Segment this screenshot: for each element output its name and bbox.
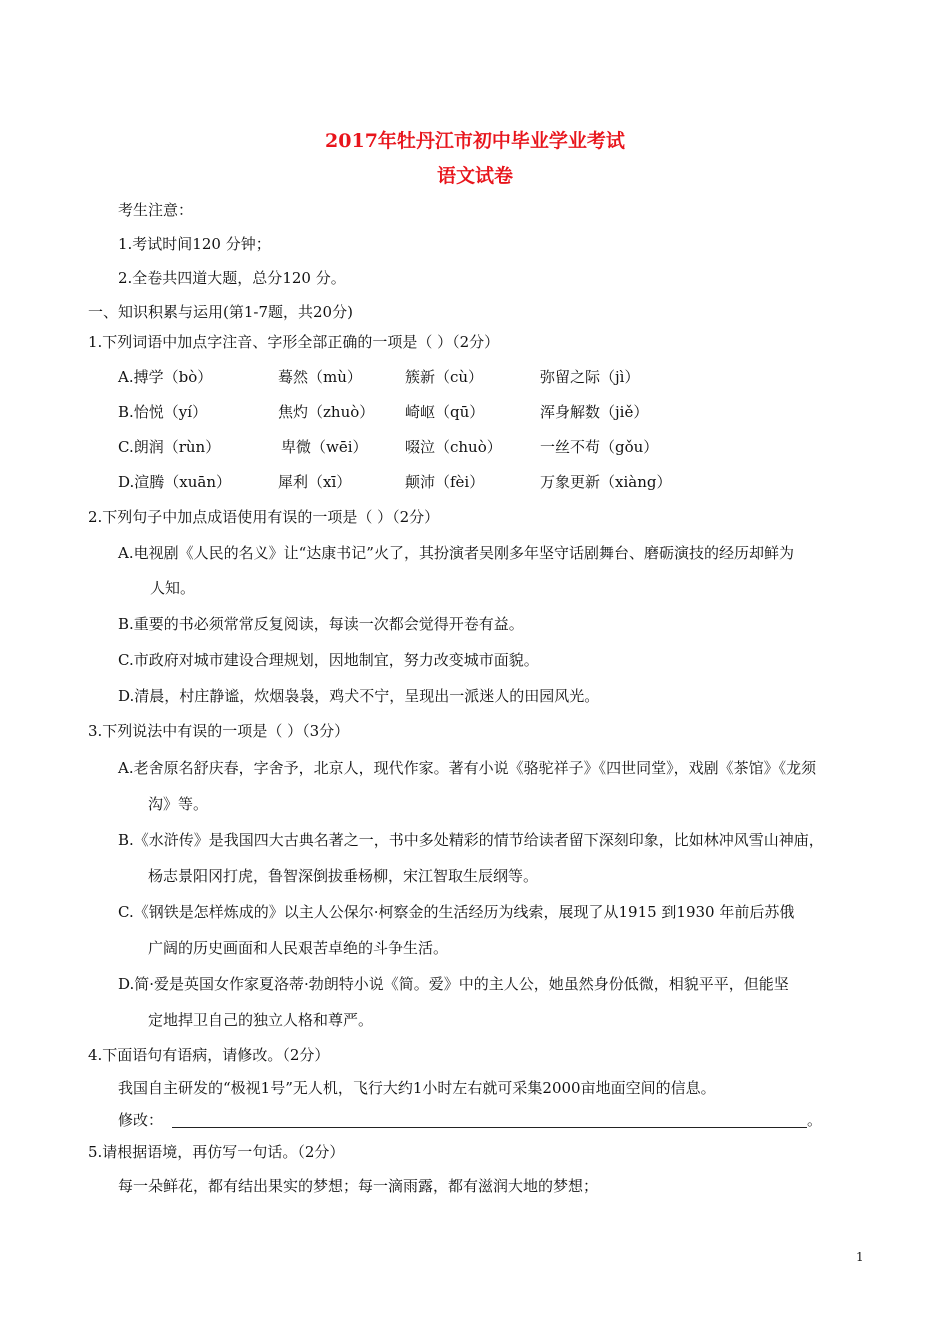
q4-answer-line[interactable] [172,1127,807,1128]
q4-answer-end: 。 [807,1111,823,1129]
section-heading: 一、知识积累与运用(第1-7题，共20分) [88,303,353,321]
q1-option-c-1: C.朗润（rùn） [118,438,221,456]
q1-option-b-2: 焦灼（zhuò） [278,403,375,421]
q5-sentence: 每一朵鲜花，都有结出果实的梦想；每一滴雨露，都有滋润大地的梦想； [118,1177,599,1195]
q1-option-b-3: 崎岖（qū） [405,403,485,421]
q3-option-c: C.《钢铁是怎样炼成的》以主人公保尔·柯察金的生活经历为线索，展现了从1915 到1930 年前后苏俄 [118,903,795,921]
q2-option-c: C.市政府对城市建设合理规划，因地制宜，努力改变城市面貌。 [118,651,539,669]
question-2-stem: 2.下列句子中加点成语使用有误的一项是（ ）（2分） [88,508,440,526]
q2-option-a-cont: 人知。 [150,579,196,597]
notice-heading: 考生注意： [118,201,194,219]
q1-option-a-2: 蓦然（mù） [278,368,362,386]
notice-item: 1.考试时间120 分钟； [118,235,271,253]
q1-option-a-3: 簇新（cù） [405,368,484,386]
q1-option-a-1: A.搏学（bò） [118,368,213,386]
q1-option-d-2: 犀利（xī） [278,473,352,491]
q3-option-b: B.《水浒传》是我国四大古典名著之一，书中多处精彩的情节给读者留下深刻印象，比如林冲风雪山神庙， [118,831,824,849]
q4-sentence: 我国自主研发的“极视1号”无人机，飞行大约1小时左右就可采集2000亩地面空间的信息。 [118,1079,716,1097]
q1-option-a-4: 弥留之际（jì） [540,368,640,386]
q3-option-d: D.简·爱是英国女作家夏洛蒂·勃朗特小说《简。爱》中的主人公，她虽然身份低微，相貌平平，但能坚 [118,975,789,993]
exam-title: 2017年牡丹江市初中毕业学业考试 [325,130,625,152]
question-3-stem: 3.下列说法中有误的一项是（ ）（3分） [88,722,350,740]
question-1-stem: 1.下列词语中加点字注音、字形全部正确的一项是（ ）（2分） [88,333,500,351]
page-number: 1 [856,1250,864,1264]
q3-option-d-cont: 定地捍卫自己的独立人格和尊严。 [148,1011,374,1029]
q3-option-a-cont: 沟》等。 [148,795,209,813]
q1-option-d-4: 万象更新（xiàng） [540,473,672,491]
notice-item: 2.全卷共四道大题，总分120 分。 [118,269,346,287]
q3-option-c-cont: 广阔的历史画面和人民艰苦卓绝的斗争生活。 [148,939,449,957]
q3-option-b-cont: 杨志景阳冈打虎，鲁智深倒拔垂杨柳，宋江智取生辰纲等。 [148,867,539,885]
exam-subtitle: 语文试卷 [436,165,513,187]
q4-answer-label: 修改： [118,1111,164,1129]
q2-option-d: D.清晨，村庄静谧，炊烟袅袅，鸡犬不宁，呈现出一派迷人的田园风光。 [118,687,600,705]
q1-option-d-1: D.渲腾（xuān） [118,473,231,491]
q3-option-a: A.老舍原名舒庆春，字舍予，北京人，现代作家。著有小说《骆驼祥子》《四世同堂》，戏剧《茶馆》《龙须 [118,759,817,777]
q1-option-c-3: 啜泣（chuò） [405,438,502,456]
q2-option-b: B.重要的书必须常常反复阅读，每读一次都会觉得开卷有益。 [118,615,524,633]
q2-option-a: A.电视剧《人民的名义》让“达康书记”火了，其扮演者吴刚多年坚守话剧舞台、磨砺演技的经历却鲜为 [118,544,794,562]
q1-option-d-3: 颠沛（fèi） [405,473,485,491]
q1-option-b-4: 浑身解数（jiě） [540,403,649,421]
question-4-stem: 4.下面语句有语病，请修改。（2分） [88,1046,330,1064]
q1-option-c-4: 一丝不苟（gǒu） [540,438,659,456]
q1-option-c-2: 卑微（wēi） [281,438,368,456]
question-5-stem: 5.请根据语境，再仿写一句话。（2分） [88,1143,345,1161]
q1-option-b-1: B.怡悦（yí） [118,403,208,421]
